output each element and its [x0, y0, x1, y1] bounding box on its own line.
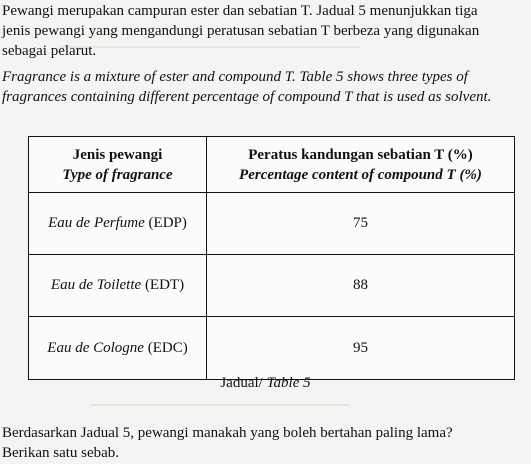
fragrance-name: Eau de Cologne [47, 339, 144, 356]
fragrance-abbr: (EDC) [143, 339, 188, 356]
table-row [29, 193, 515, 255]
table-row [29, 317, 515, 380]
table-row [29, 255, 515, 317]
caption-english: Table 5 [262, 375, 311, 391]
intro-bm-line-1: Pewangi merupakan campuran ester dan sebatian T. Jadual 5 menunjukkan tiga [2, 3, 478, 19]
fragrance-name-cell [29, 193, 207, 255]
fragrance-name-cell [29, 317, 207, 380]
fragrance-name: Eau de Perfume [48, 215, 145, 231]
question-line-1: Berdasarkan Jadual 5, pewangi manakah yang boleh bertahan paling lama? [2, 425, 453, 441]
percentage-cell: 88 [207, 255, 515, 317]
fragrance-table [28, 136, 515, 380]
header-col1-malay: Jenis pewangi [72, 146, 163, 163]
question-line-2: Berikan satu sebab. [2, 445, 120, 461]
table-header-row [29, 137, 515, 193]
header-col2-english: Percentage content of compound T (%) [239, 166, 482, 183]
caption-malay: Jadual/ [220, 375, 263, 391]
percentage-cell: 75 [207, 193, 515, 255]
intro-en-line-1: Fragrance is a mixture of ester and compound T. Table 5 shows three types of [2, 69, 468, 85]
bleed-through-mark [90, 404, 350, 406]
header-col2-malay: Peratus kandungan sebatian T (%) [248, 146, 473, 163]
fragrance-name: Eau de Toilette [50, 277, 142, 293]
fragrance-abbr: (EDP) [144, 215, 187, 231]
intro-en-line-2: fragrances containing different percentage of compound T that is used as solvent. [2, 89, 492, 105]
table-caption [0, 374, 531, 393]
percentage-cell: 95 [207, 317, 515, 380]
fragrance-name-cell [29, 255, 207, 317]
header-percentage [207, 137, 515, 193]
intro-bm-line-3: sebagai pelarut. [2, 43, 97, 59]
bleed-through-mark [60, 46, 360, 48]
header-col1-english: Type of fragrance [62, 166, 173, 183]
header-fragrance-type [29, 137, 207, 193]
intro-bm-line-2: jenis pewangi yang mengandungi peratusan sebatian T berbeza yang digunakan [2, 23, 480, 39]
fragrance-abbr: (EDT) [141, 277, 185, 293]
